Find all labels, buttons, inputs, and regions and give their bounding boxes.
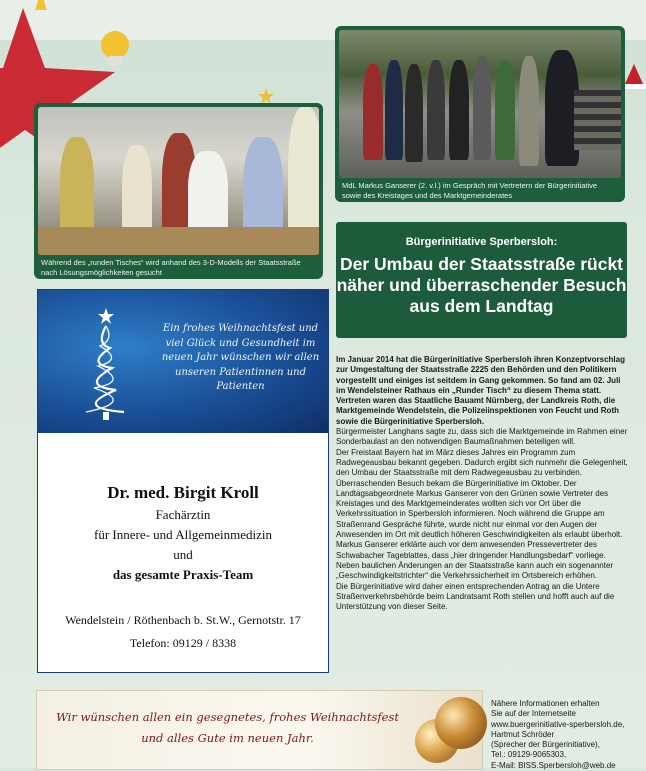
star-ornament-icon [258, 88, 274, 104]
headline-kicker: Bürgerinitiative Sperbersloh: [405, 236, 558, 248]
contact-email: E-Mail: BISS.Sperbersloh@web.de [491, 760, 616, 770]
contact-phone: Tel.: 09129-9065303, [491, 750, 567, 760]
contact-website: www.buergerinitiative-sperbersloh.de, [491, 719, 625, 729]
contact-line: Nähere Informationen erhalten [491, 699, 600, 708]
ad-greeting: Ein frohes Weihnachtsfest und viel Glück und Gesundheit im neuen Jahr wünschen wir allen unseren Patientinnen und Patienten [161, 323, 320, 392]
headline-title: Der Umbau der Staatsstraße rückt näher und überraschender Besuch aus dem Landtag [336, 254, 627, 316]
contact-line: (Sprecher der Bürgerinitiative), [491, 740, 600, 750]
ad-doctor-name: Dr. med. Birgit Kroll [107, 483, 259, 502]
contact-line: Sie auf der Internetseite [491, 709, 576, 719]
ad-phone: Telefon: 09129 / 8338 [129, 636, 237, 650]
photo-round-table [34, 103, 323, 279]
roadside-visit-image [339, 30, 621, 178]
ad-specialty: Fachärztin [155, 507, 211, 522]
photo-roadside-visit [335, 26, 625, 202]
article-paragraph: Bürgermeister Langhans sagte zu, dass sich die Marktgemeinde im Rahmen einer Sonderbaulast an den notwendigen Baumaßnahmen beteiligen will. [336, 427, 628, 447]
round-table-image [38, 107, 319, 255]
article-paragraph: Überraschenden Besuch bekam die Bürgerinitiative im Oktober. Der Landtagsabgeordnete Markus Ganserer von den Grünen sowie Vertreter des Kreistages und des Marktgemeinderates wollten sich vor Ort über die Verkehrssituation in Sperbersloh informieren. Noch während die Gruppe am Straßenrand Gespräche führte, wurde nicht nur einmal vor den Augen der Anwesenden im Ort mit deutlich höheren Geschwindigkeiten als erlaubt überholt. [336, 478, 623, 540]
article-paragraph: Die Bürgerinitiative wird daher einen entsprechenden Antrag an die Untere Straßenverkehrsbehörde beim Landratsamt Roth stellen und hofft auch auf die Unterstützung von dieser Seite. [336, 581, 615, 612]
contact-line: Hartmut Schröder [491, 729, 555, 739]
ad-specialty-detail: für Innere- und Allgemeinmedizin [94, 527, 272, 542]
ad-and: und [173, 547, 193, 562]
santa-hat-icon [622, 60, 646, 90]
ad-address: Wendelstein / Röthenbach b. St.W., Gernotstr. 17 [65, 613, 301, 627]
article-lead: Im Januar 2014 hat die Bürgerinitiative Sperbersloh ihren Konzeptvorschlag zur Umgestaltung der Staatsstraße 2225 den Behörden und den Politikern vorgestellt und einiges ist seitdem in Gang gekommen. So fand am 02. Juli im Wendelsteiner Rathaus ein „Runder Tisch“ zu diesem Thema statt. Vertreten waren das Staatliche Bauamt Nürnberg, der Landkreis Roth, die Marktgemeinde Wendelstein, die Polizeiinspektionen von Feucht und Roth sowie die Bürgerinitiative Sperbersloh. [336, 355, 625, 426]
photo2-caption: MdL Markus Ganserer (2. v.l.) im Gespräch mit Vertretern der Bürgerinitiative sowie des Kreistages und des Marktgemeinderates [342, 181, 598, 200]
banner-greeting: Wir wünschen allen ein gesegnetes, frohes Weihnachtsfest und alles Gute im neuen Jahr. [56, 710, 399, 745]
headline-box [336, 222, 627, 338]
article-paragraph: Markus Ganserer erklärte auch vor dem anwesenden Pressevertreter des Schwabacher Tageblattes, dass „hier dringender Handlungsbedarf“ vorliege. Neben baulichen Änderungen an der Staatsstraße kann auch ein sogenannter „Geschwindigkeitstrichter“ die Verkehrssicherheit im Ortsbereich erhöhen. [336, 540, 614, 581]
article-body [336, 355, 630, 612]
gold-bauble-icon [435, 697, 487, 749]
ad-team: das gesamte Praxis-Team [112, 567, 254, 582]
doctor-advertisement [37, 289, 329, 673]
article-paragraph: Der Freistaat Bayern hat im März dieses Jahres ein Programm zum Radwegeausbau bekannt gegeben. Dadurch ergibt sich nunmehr die Gelegenheit, den Umbau der Staatsstraße mit dem Radwegeausbau zu verbinden. [336, 447, 628, 478]
contact-info [491, 699, 641, 771]
angel-ornament-icon [101, 31, 129, 59]
photo1-caption: Während des „runden Tisches“ wird anhand des 3-D-Modells der Staatsstraße nach Lösungsmöglichkeiten gesucht [41, 258, 301, 277]
christmas-tree-icon [66, 304, 146, 424]
ad-christmas-header [38, 290, 328, 433]
greeting-banner [36, 690, 483, 770]
